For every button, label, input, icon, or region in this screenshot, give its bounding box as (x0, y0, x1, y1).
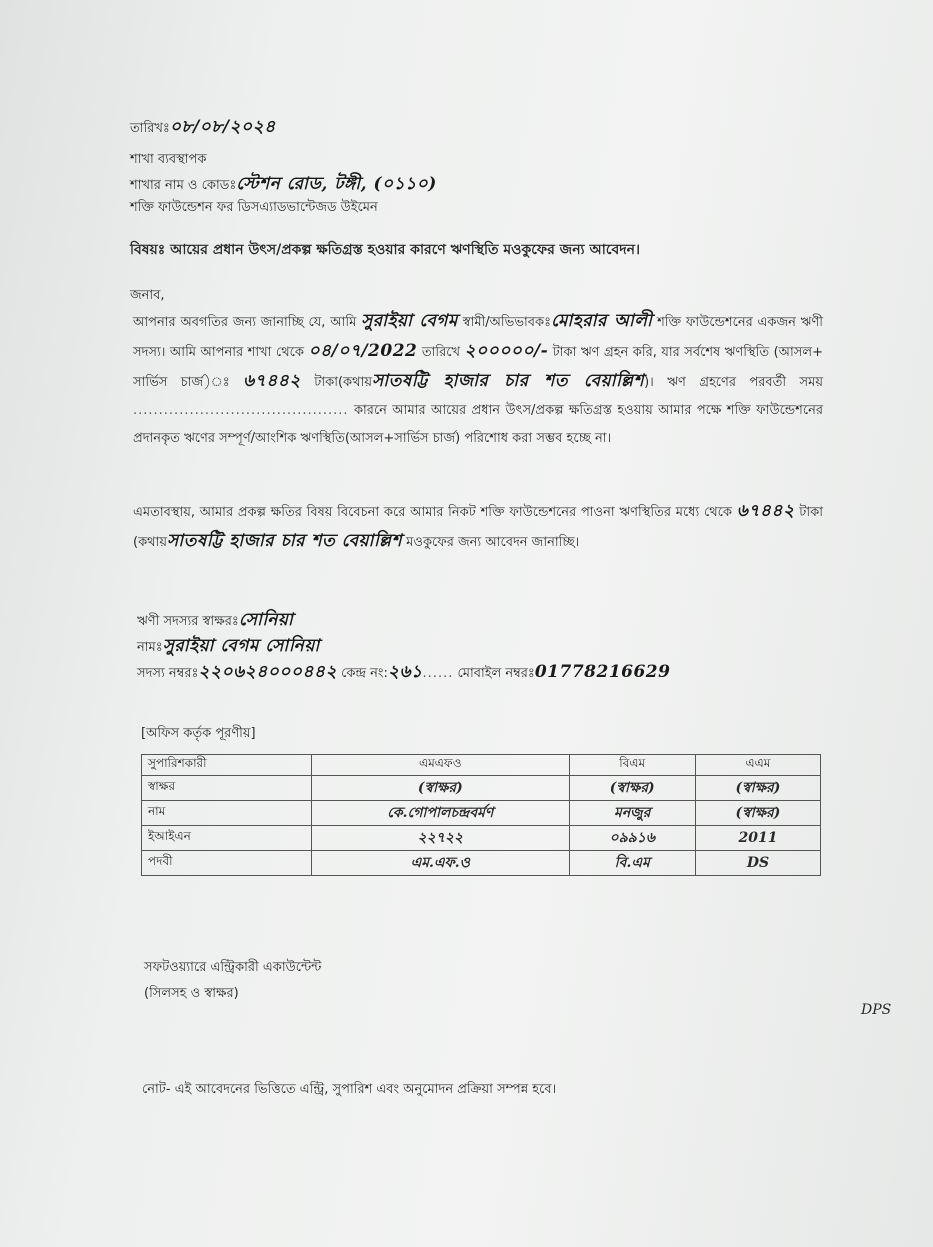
mfo-cell: ২২৭২২ (312, 826, 570, 851)
org-line: শক্তি ফাউন্ডেশন ফর ডিসএ্যাডভান্টেজড উইমেন (130, 200, 378, 215)
balance-amount: ৬৭৪৪২ (243, 371, 301, 391)
header-cell: এএম (695, 755, 820, 776)
date-value: ০৮/০৮/২০২৪ (169, 117, 276, 137)
row-label: নাম (142, 801, 312, 826)
member-signature-label: ঋণী সদস্যর স্বাক্ষরঃ (137, 614, 239, 629)
manager-line: শাখা ব্যবস্থাপক (130, 152, 207, 167)
guardian-name: মোহরার আলী (551, 311, 653, 331)
table-row (142, 801, 821, 826)
member-number-line: সদস্য নম্বরঃ২২০৬২৪০০০৪৪২ কেন্দ্র নং:২৬১...... মোবাইল নম্বরঃ01778216629 (137, 662, 671, 682)
mfo-cell: (স্বাক্ষর) (312, 776, 570, 801)
am-cell: DS (695, 851, 820, 876)
row-label: ইআইএন (142, 826, 312, 851)
header-cell: সুপারিশকারী (142, 755, 312, 776)
mfo-cell: এম.এফ.ও (312, 851, 570, 876)
branch-value: স্টেশন রোড, টঙ্গী, (০১১০) (236, 174, 437, 194)
table-row (142, 851, 821, 876)
member-signature-line (137, 612, 293, 630)
body-paragraph-1 (133, 307, 823, 453)
body1-text-4: তারিখে (421, 345, 461, 360)
subject-line: বিষয়ঃ আয়ের প্রধান উৎস/প্রকল্প ক্ষতিগ্রস্ত হওয়ার কারণে ঋণস্থিতি মওকুফের জন্য আবেদন। (130, 242, 640, 258)
am-cell: (স্বাক্ষর) (695, 776, 820, 801)
seal-signature-line: (সিলসহ ও স্বাক্ষর) (144, 986, 239, 1001)
loan-date: ০৪/০৭/2022 (308, 341, 418, 361)
branch-label: শাখার নাম ও কোডঃ (130, 178, 237, 193)
body1-text-2: স্বামী/অভিভাবকঃ (462, 315, 552, 330)
waive-amount: ৬৭৪৪২ (736, 501, 795, 521)
member-signature: সোনিয়া (238, 610, 294, 630)
row-label: পদবী (142, 851, 312, 876)
body1-text-8: কারনে আমার আয়ের প্রধান উৎস/প্রকল্প ক্ষতিগ্রস্ত হওয়ায় আমার পক্ষে শক্তি ফাউন্ডেশনের প্রদানকৃত ঋণের সম্পূর্ণ/আংশিক ঋণস্থিতি(আসল+সার্ভিস চার্জ) পরিশোধ করা সম্ভব হচ্ছে না। (133, 403, 823, 446)
branch-line (130, 176, 437, 194)
body1-text-1: আপনার অবগতির জন্য জানাচ্ছি যে, আমি (133, 315, 357, 330)
initials: DPS (861, 1002, 892, 1018)
waive-words: সাতষট্টি হাজার চার শত বেয়াল্লিশ (167, 531, 403, 551)
bm-cell: বি.এম (569, 851, 695, 876)
body2-text-3: মওকুফের জন্য আবেদন জানাচ্ছি। (406, 535, 580, 550)
center-number: ২৬১ (387, 662, 423, 682)
office-heading: [অফিস কর্তৃক পূরণীয়] (141, 726, 256, 741)
body1-text-7: )। ঋণ গ্রহণের পরবর্তী সময় (644, 375, 823, 390)
am-cell: 2011 (695, 826, 820, 851)
note-line: নোট- এই আবেদনের ভিত্তিতে এন্ট্রি, সুপারিশ এবং অনুমোদন প্রক্রিয়া সম্পন্ন হবে। (142, 1082, 557, 1097)
am-cell: (স্বাক্ষর) (695, 801, 820, 826)
bm-cell: ০৯৯১৬ (569, 826, 695, 851)
member-name: সুরাইয়া বেগম সোনিয়া (162, 636, 320, 656)
loan-amount: ২০০০০০/- (464, 341, 549, 361)
mobile-label: মোবাইল নম্বরঃ (457, 666, 535, 681)
date-label: তারিখঃ (130, 121, 170, 136)
member-number-label: সদস্য নম্বরঃ (137, 666, 199, 681)
salutation: জনাব, (130, 288, 165, 303)
body1-text-5: টাকা ঋণ গ্রহন করি, যার সর্বশেষ ঋণস্থিতি (আসল+ সার্ভিস চার্জ)ঃ (133, 345, 823, 390)
bm-cell: মনজুর (569, 801, 695, 826)
body1-text-6: টাকা(কথায় (314, 375, 372, 390)
header-cell: এমএফও (312, 755, 570, 776)
member-name-label: নামঃ (137, 640, 163, 655)
body2-text-1: এমতাবস্থায়, আমার প্রকল্প ক্ষতির বিষয় বিবেচনা করে আমার নিকট শক্তি ফাউন্ডেশনের পাওনা ঋণস্থিতির মধ্যে থেকে (133, 505, 733, 520)
table-row (142, 776, 821, 801)
mfo-cell: কে.গোপালচন্দ্রবর্মণ (312, 801, 570, 826)
applicant-name: সুরাইয়া বেগম (361, 311, 458, 331)
date-line (130, 119, 276, 137)
center-label: কেন্দ্র নং: (341, 666, 388, 681)
bm-cell: (স্বাক্ষর) (569, 776, 695, 801)
row-label: স্বাক্ষর (142, 776, 312, 801)
balance-words: সাতষট্টি হাজার চার শত বেয়াল্লিশ (372, 371, 645, 391)
body2-text-2: টাকা (কথায় (133, 505, 823, 550)
header-cell: বিএম (569, 755, 695, 776)
mobile-number: 01778216629 (534, 662, 671, 682)
office-table (141, 754, 821, 876)
member-number: ২২০৬২৪০০০৪৪২ (198, 662, 337, 682)
table-row (142, 826, 821, 851)
body1-text-3: শক্তি ফাউন্ডেশনের একজন ঋণী সদস্য। আমি আপনার শাখা থেকে (133, 315, 824, 360)
accountant-line: সফটওয়্যারে এন্ট্রিকারী একাউন্টেন্ট (144, 960, 322, 975)
body-paragraph-2 (133, 497, 823, 557)
blank-line: .......................................... (133, 403, 349, 418)
table-header-row (142, 755, 821, 776)
member-name-line (137, 638, 320, 656)
